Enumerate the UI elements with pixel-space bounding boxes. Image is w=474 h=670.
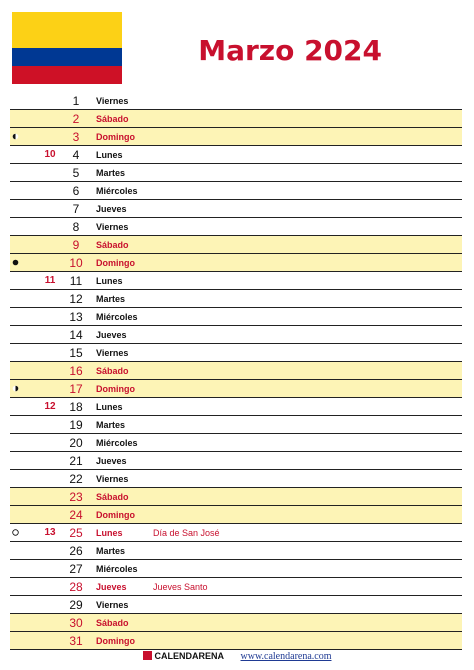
day-row [10, 218, 462, 236]
day-number: 11 [69, 274, 83, 288]
day-number: 1 [72, 94, 80, 108]
flag-blue-stripe [12, 48, 122, 66]
day-row [10, 506, 462, 524]
day-row [10, 254, 462, 272]
footer [0, 651, 474, 662]
day-name: Martes [96, 168, 126, 178]
day-number: 7 [72, 202, 80, 216]
day-name: Sábado [96, 618, 129, 628]
day-number: 25 [69, 526, 83, 540]
holiday-note: Día de San José [153, 528, 220, 538]
day-number: 8 [72, 220, 80, 234]
day-row [10, 308, 462, 326]
day-row [10, 236, 462, 254]
footer-brand: CALENDARENA [143, 651, 225, 661]
day-name: Martes [96, 546, 126, 556]
moon-full-icon [12, 529, 19, 536]
day-row [10, 92, 462, 110]
day-row [10, 488, 462, 506]
day-name: Sábado [96, 240, 129, 250]
day-name: Lunes [96, 276, 123, 286]
day-row [10, 326, 462, 344]
day-row [10, 542, 462, 560]
calendar-logo-icon [143, 651, 152, 660]
flag-yellow-stripe [12, 12, 122, 48]
day-number: 16 [69, 364, 83, 378]
day-number: 12 [69, 292, 83, 306]
day-number: 10 [69, 256, 83, 270]
moon-last-quarter-icon [12, 133, 19, 140]
day-name: Domingo [96, 132, 135, 142]
day-name: Martes [96, 420, 126, 430]
day-number: 14 [69, 328, 83, 342]
day-number: 15 [69, 346, 83, 360]
day-name: Jueves [96, 330, 127, 340]
moon-first-quarter-icon [12, 385, 19, 392]
day-number: 23 [69, 490, 83, 504]
day-row [10, 398, 462, 416]
day-number: 30 [69, 616, 83, 630]
day-name: Sábado [96, 366, 129, 376]
day-name: Viernes [96, 474, 129, 484]
day-number: 3 [72, 130, 80, 144]
day-row [10, 164, 462, 182]
day-name: Miércoles [96, 186, 138, 196]
day-number: 22 [69, 472, 83, 486]
day-row [10, 380, 462, 398]
day-name: Jueves [96, 204, 127, 214]
day-name: Lunes [96, 528, 123, 538]
day-row [10, 290, 462, 308]
day-row [10, 362, 462, 380]
day-number: 2 [72, 112, 80, 126]
day-row [10, 524, 462, 542]
day-name: Miércoles [96, 312, 138, 322]
page-title: Marzo 2024 [198, 34, 382, 67]
day-name: Domingo [96, 384, 135, 394]
day-number: 27 [69, 562, 83, 576]
day-name: Martes [96, 294, 126, 304]
day-row [10, 614, 462, 632]
day-row [10, 344, 462, 362]
day-name: Jueves [96, 456, 127, 466]
flag-red-stripe [12, 66, 122, 84]
moon-new-icon [12, 259, 19, 266]
calendar-list [10, 92, 462, 650]
footer-link[interactable]: www.calendarena.com [240, 651, 332, 662]
day-number: 18 [69, 400, 83, 414]
day-name: Jueves [96, 582, 127, 592]
day-number: 29 [69, 598, 83, 612]
day-row [10, 632, 462, 650]
day-row [10, 146, 462, 164]
day-row [10, 182, 462, 200]
day-row [10, 434, 462, 452]
day-row [10, 560, 462, 578]
day-number: 20 [69, 436, 83, 450]
day-number: 28 [69, 580, 83, 594]
day-row [10, 272, 462, 290]
day-name: Domingo [96, 258, 135, 268]
colombia-flag [12, 12, 122, 84]
day-number: 21 [69, 454, 83, 468]
week-number: 12 [44, 401, 56, 412]
day-name: Viernes [96, 348, 129, 358]
day-number: 4 [72, 148, 80, 162]
day-name: Domingo [96, 636, 135, 646]
day-name: Viernes [96, 600, 129, 610]
holiday-note: Jueves Santo [153, 582, 208, 592]
week-number: 11 [44, 275, 56, 286]
day-name: Viernes [96, 222, 129, 232]
day-name: Sábado [96, 492, 129, 502]
day-number: 24 [69, 508, 83, 522]
day-row [10, 596, 462, 614]
day-row [10, 110, 462, 128]
week-number: 13 [44, 527, 56, 538]
day-name: Domingo [96, 510, 135, 520]
day-row [10, 416, 462, 434]
day-number: 19 [69, 418, 83, 432]
day-number: 31 [69, 634, 83, 648]
day-name: Sábado [96, 114, 129, 124]
day-number: 17 [69, 382, 83, 396]
day-row [10, 578, 462, 596]
day-row [10, 200, 462, 218]
day-name: Miércoles [96, 438, 138, 448]
day-name: Miércoles [96, 564, 138, 574]
day-number: 26 [69, 544, 83, 558]
day-name: Lunes [96, 402, 123, 412]
day-number: 6 [72, 184, 80, 198]
day-name: Lunes [96, 150, 123, 160]
day-number: 13 [69, 310, 83, 324]
day-number: 5 [72, 166, 80, 180]
day-row [10, 128, 462, 146]
day-row [10, 470, 462, 488]
day-name: Viernes [96, 96, 129, 106]
day-row [10, 452, 462, 470]
day-number: 9 [72, 238, 80, 252]
week-number: 10 [44, 149, 56, 160]
